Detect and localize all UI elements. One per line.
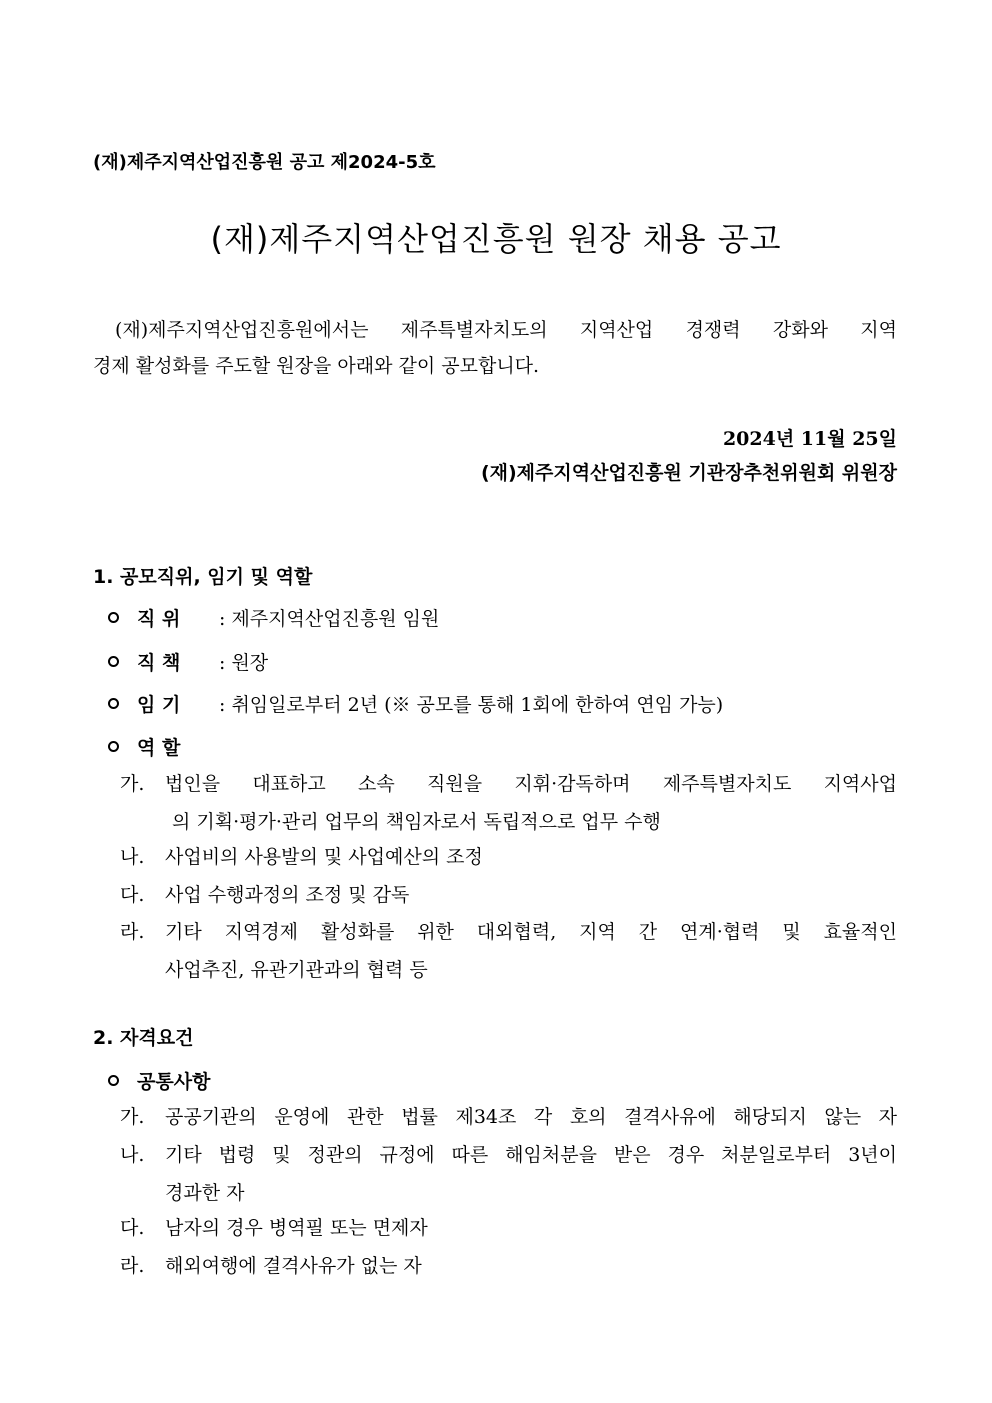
intro-line: (재)제주지역산업진흥원에서는 제주특별자치도의 지역산업 경쟁력 강화와 지역: [115, 319, 897, 341]
list-item-text: 해외여행에 결격사유가 없는 자: [165, 1255, 422, 1277]
term-row: [108, 690, 723, 717]
list-marker: 다.: [120, 884, 145, 906]
circle-bullet-icon: [108, 698, 119, 709]
list-item-text: 사업비의 사용발의 및 사업예산의 조정: [165, 846, 483, 868]
announcement-date: 2024년 11월 25일: [722, 428, 897, 450]
list-item: [120, 1098, 897, 1136]
list-item: [120, 1209, 897, 1247]
list-item-text: 기타 법령 및 정관의 규정에 따른 해임처분을 받은 경우 처분일로부터 3년이: [165, 1144, 897, 1166]
list-marker: 라.: [120, 1255, 145, 1277]
list-item: [120, 876, 897, 914]
field-label: 직 책: [137, 652, 181, 674]
field-label: 역 할: [137, 737, 181, 759]
list-item: [120, 838, 897, 876]
duty-row: [108, 648, 268, 675]
list-item-text: 의 기획·평가·관리 업무의 책임자로서 독립적으로 업무 수행: [172, 811, 661, 833]
page-title: (재)제주지역산업진흥원 원장 채용 공고: [210, 220, 782, 258]
list-item-text: 법인을 대표하고 소속 직원을 지휘·감독하며 제주특별자치도 지역사업: [165, 773, 897, 795]
list-marker: 다.: [120, 1217, 145, 1239]
circle-bullet-icon: [108, 656, 119, 667]
section-heading: 2. 자격요건: [93, 1027, 194, 1049]
list-item-text: 기타 지역경제 활성화를 위한 대외협력, 지역 간 연계·협력 및 효율적인: [165, 921, 897, 943]
field-value: : 원장: [219, 652, 269, 674]
role-row: [108, 733, 180, 760]
field-label: 공통사항: [137, 1071, 211, 1093]
intro-line: 경제 활성화를 주도할 원장을 아래와 같이 공모합니다.: [93, 355, 540, 377]
list-item-text: 경과한 자: [165, 1182, 245, 1204]
list-marker: 가.: [120, 1106, 145, 1128]
circle-bullet-icon: [108, 612, 119, 623]
circle-bullet-icon: [108, 741, 119, 752]
list-item-text: 사업 수행과정의 조정 및 감독: [165, 884, 410, 906]
list-item-text: 사업추진, 유관기관과의 협력 등: [165, 959, 428, 981]
circle-bullet-icon: [108, 1075, 119, 1086]
list-item-text: 공공기관의 운영에 관한 법률 제34조 각 호의 결격사유에 해당되지 않는 자: [165, 1106, 897, 1128]
list-item: [120, 1247, 897, 1285]
list-item: [120, 765, 897, 841]
list-marker: 가.: [120, 773, 145, 795]
list-item: [120, 1136, 897, 1212]
list-marker: 라.: [120, 921, 145, 943]
notice-number: (재)제주지역산업진흥원 공고 제2024-5호: [93, 152, 436, 173]
intro-paragraph: [93, 312, 897, 384]
position-row: [108, 604, 439, 631]
field-label: 직 위: [137, 608, 181, 630]
list-marker: 나.: [120, 1144, 145, 1166]
list-marker: 나.: [120, 846, 145, 868]
list-item-text: 남자의 경우 병역필 또는 면제자: [165, 1217, 428, 1239]
section-heading: 1. 공모직위, 임기 및 역할: [93, 566, 313, 588]
list-item: [120, 913, 897, 989]
common-requirements-row: [108, 1067, 210, 1094]
issuer-name: (재)제주지역산업진흥원 기관장추천위원회 위원장: [480, 462, 897, 484]
field-label: 임 기: [137, 694, 181, 716]
field-value: : 취임일로부터 2년 (※ 공모를 통해 1회에 한하여 연임 가능): [219, 694, 724, 716]
field-value: : 제주지역산업진흥원 임원: [219, 608, 440, 630]
